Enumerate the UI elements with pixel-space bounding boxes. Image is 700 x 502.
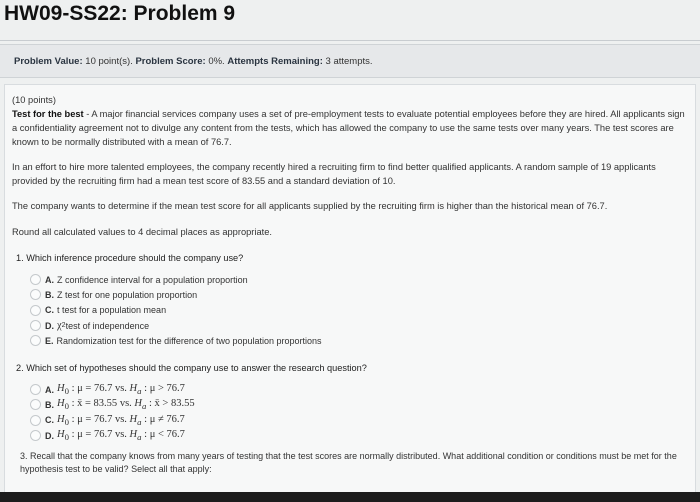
q2-option-a[interactable]: [30, 382, 195, 397]
option-text: Randomization test for the difference of two population proportions: [56, 335, 322, 346]
radio-button[interactable]: [30, 320, 41, 331]
chi-symbol: χ: [57, 320, 62, 332]
option-letter: D.: [45, 320, 54, 331]
question-2-options: [30, 382, 195, 443]
option-letter: D.: [45, 430, 54, 441]
hypotheses: $H_0$ : μ = 76.7 vs. $H_a$ : μ > 76.7: [57, 383, 185, 397]
radio-button[interactable]: [30, 305, 41, 316]
option-letter: B.: [45, 289, 54, 300]
option-letter: C.: [45, 305, 54, 316]
option-text: t test for a population mean: [57, 305, 167, 316]
bottom-edge: [0, 492, 700, 502]
chi-superscript: 2: [61, 322, 66, 330]
radio-button[interactable]: [30, 335, 41, 346]
problem-score: 0%.: [208, 56, 225, 67]
option-letter: A.: [45, 384, 54, 395]
hypotheses: $H_0$ : μ = 76.7 vs. $H_a$ : μ < 76.7: [57, 428, 185, 443]
option-letter: A.: [45, 274, 54, 285]
option-text: Z confidence interval for a population proportion: [57, 274, 248, 285]
attempts-label: Attempts Remaining:: [227, 56, 323, 67]
radio-button[interactable]: [30, 399, 41, 410]
option-text: Z test for one population proportion: [57, 289, 198, 300]
problem-value: 10 point(s).: [85, 56, 133, 67]
attempts-remaining: 3 attempts.: [325, 56, 373, 67]
paragraph-1-text: - A major financial services company uses a set of pre-employment tests to evaluate potential employees before they are hired. All applicants sign a confidentiality agreement not to divulge any content from the tests, which has allowed the company to use the same tests over many years. The test scores are known to be normally distributed with a mean of 76.7.: [12, 109, 685, 147]
q2-option-c[interactable]: [30, 413, 195, 428]
problem-paragraph-3: The company wants to determine if the mean test score for all applicants supplied by the recruiting firm is higher than the historical mean of 76.7.: [12, 201, 608, 211]
problem-paragraph-1: [12, 107, 692, 149]
q2-option-d[interactable]: [30, 428, 195, 443]
q1-option-d[interactable]: [30, 318, 322, 333]
radio-button[interactable]: [30, 415, 41, 426]
radio-button[interactable]: [30, 289, 41, 300]
question-3: 3. Recall that the company knows from many years of testing that the test scores are normally distributed. What additional condition or conditions must be met for the hypothesis test to be valid? Select all that apply:: [20, 451, 677, 474]
page-title: HW09-SS22: Problem 9: [4, 2, 236, 25]
option-text: test of independence: [65, 320, 150, 331]
radio-button[interactable]: [30, 430, 41, 441]
q1-option-e[interactable]: [30, 333, 322, 348]
option-letter: C.: [45, 415, 54, 426]
hypotheses: $H_0$ : x̄ = 83.55 vs. $H_a$ : x̄ > 83.55: [57, 398, 195, 412]
option-letter: E.: [45, 335, 54, 346]
radio-button[interactable]: [30, 384, 41, 395]
radio-button[interactable]: [30, 274, 41, 285]
option-letter: B.: [45, 399, 54, 410]
hypotheses: $H_0$ : μ = 76.7 vs. $H_a$ : μ ≠ 76.7: [57, 413, 185, 427]
problem-score-label: Problem Score:: [135, 56, 206, 67]
problem-paragraph-2: In an effort to hire more talented employees, the company recently hired a recruiting firm to find better qualified applicants. A random sample of 19 applicants provided by the recruiting firm had a mean test score of 83.55 and a standard deviation of 10.: [12, 162, 656, 186]
problem-score-bar: [0, 44, 700, 78]
problem-topic: Test for the best: [12, 109, 84, 119]
question-1-options: [30, 272, 322, 348]
question-2: 2. Which set of hypotheses should the company use to answer the research question?: [16, 363, 367, 373]
q1-option-a[interactable]: [30, 272, 322, 287]
q2-option-b[interactable]: [30, 397, 195, 412]
problem-points: (10 points): [12, 95, 56, 105]
problem-paragraph-4: Round all calculated values to 4 decimal places as appropriate.: [12, 227, 272, 237]
problem-value-label: Problem Value:: [14, 56, 83, 67]
q1-option-b[interactable]: [30, 287, 322, 302]
q1-option-c[interactable]: [30, 303, 322, 318]
title-divider: [0, 40, 700, 41]
question-1: 1. Which inference procedure should the company use?: [16, 253, 244, 263]
